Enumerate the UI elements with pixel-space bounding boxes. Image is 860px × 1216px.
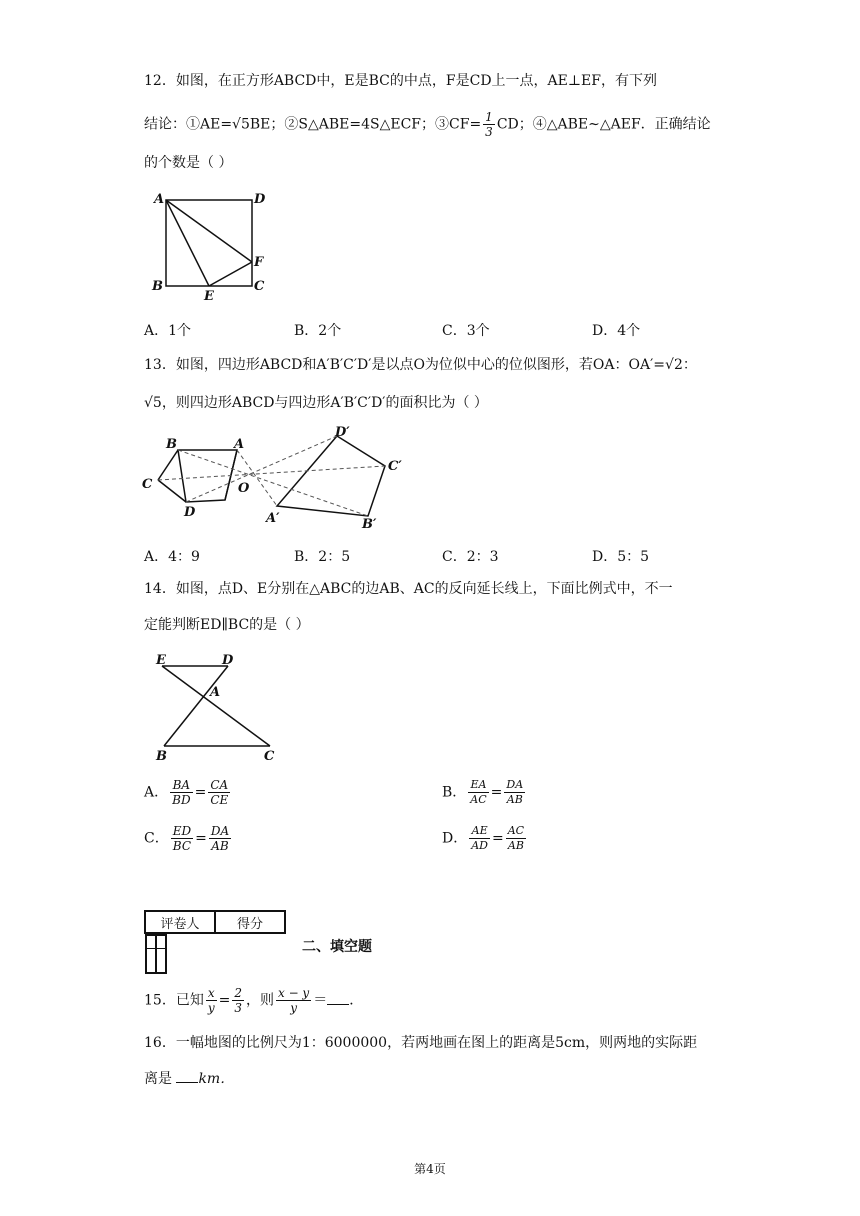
q14-label-a: A [210, 685, 221, 700]
q12-option-a[interactable]: A．1个 [144, 323, 192, 339]
q13-label-c-prime: C′ [388, 459, 402, 474]
q14-option-b[interactable]: B． $\frac{EA}{AC}$ = $\frac{DA}{AB}$ [442, 778, 524, 806]
q12-line3: 的个数是（ ） [144, 155, 233, 171]
q14-label-b: B [156, 749, 167, 762]
q14-label-d: D [222, 653, 234, 668]
q12-label-d: D [254, 192, 266, 207]
q13-label-a-prime: A′ [266, 511, 280, 526]
q12-line2b: CD；④△ABE∼△AEF．正确结论 [496, 116, 711, 133]
q14-label-e: E [156, 653, 166, 668]
q14-option-c[interactable]: C． $\frac{ED}{BC}$ = $\frac{DA}{AB}$ [144, 824, 230, 853]
q14-line1: 14．如图，点D、E分别在△ABC的边AB、AC的反向延长线上，下面比例式中，不一 [144, 581, 673, 597]
q13-option-b[interactable]: B．2：5 [294, 549, 351, 565]
q12-fraction: $\frac{1}{3}$ [485, 110, 493, 139]
q13-label-b-prime: B′ [362, 517, 377, 532]
q13-line1: 13．如图，四边形ABCD和A′B′C′D′是以点O为位似中心的位似图形，若OA：OA′=√2： [144, 357, 697, 373]
score-table-score-cell[interactable] [156, 935, 166, 973]
q15-answer-blank[interactable] [327, 990, 349, 1005]
q13-label-c: C [142, 477, 153, 492]
q12-label-a: A [154, 192, 165, 207]
q13-label-a: A [234, 437, 245, 452]
q12-line1: 12．如图，在正方形ABCD中，E是BC的中点，F是CD上一点，AE⊥EF，有下列 [144, 73, 657, 89]
q13-option-a[interactable]: A．4：9 [144, 549, 200, 565]
q13-option-d[interactable]: D．5：5 [592, 549, 650, 565]
q12-label-b: B [152, 279, 163, 294]
q12-line2 [144, 110, 720, 139]
q13-line2: √5，则四边形ABCD与四边形A′B′C′D′的面积比为（ ） [144, 395, 488, 411]
q12-option-b[interactable]: B．2个 [294, 323, 342, 339]
q14-line2: 定能判断ED∥BC的是（ ） [144, 617, 310, 633]
score-table-col2: 得分 [215, 911, 285, 933]
q12-line2a: 结论：①AE=√5BE；②S△ABE=4S△ECF；③CF= [144, 116, 482, 133]
q16-line1: 16．一幅地图的比例尺为1：6000000，若两地画在图上的距离是5cm，则两地的实际距 [144, 1035, 698, 1051]
q13-label-d-prime: D′ [335, 425, 350, 440]
q14-figure [150, 650, 280, 762]
score-table [144, 910, 286, 953]
q14-option-d[interactable]: D． $\frac{AE}{AD}$ = $\frac{AC}{AB}$ [442, 824, 525, 852]
q13-label-b: B [166, 437, 177, 452]
q16-line2: 离是 km． [144, 1068, 720, 1090]
q12-label-c: C [254, 279, 265, 294]
page-number: 第4页 [414, 1162, 446, 1176]
q14-label-c: C [264, 749, 275, 762]
q12-option-c[interactable]: C．3个 [442, 323, 490, 339]
q13-label-d: D [184, 505, 196, 520]
score-table-col1: 评卷人 [145, 911, 215, 933]
q13-figure [140, 424, 420, 532]
score-table-reviewer-cell[interactable] [146, 935, 156, 973]
q12-figure [146, 186, 276, 304]
q12-label-e: E [204, 289, 214, 304]
q13-option-c[interactable]: C．2：3 [442, 549, 499, 565]
q12-label-f: F [254, 255, 264, 270]
q12-option-d[interactable]: D．4个 [592, 323, 641, 339]
section-title: 二、填空题 [302, 939, 372, 955]
q14-option-a[interactable]: A． $\frac{BA}{BD}$ = $\frac{CA}{CE}$ [144, 778, 229, 807]
q15-line: 15．已知 $\frac{x}{y}$ = $\frac{2}{3}$ ，则 $\frac{x - y}{y}$ ＝ ． [144, 986, 364, 1015]
q13-label-o: O [238, 481, 250, 496]
q16-answer-blank[interactable] [176, 1068, 198, 1083]
